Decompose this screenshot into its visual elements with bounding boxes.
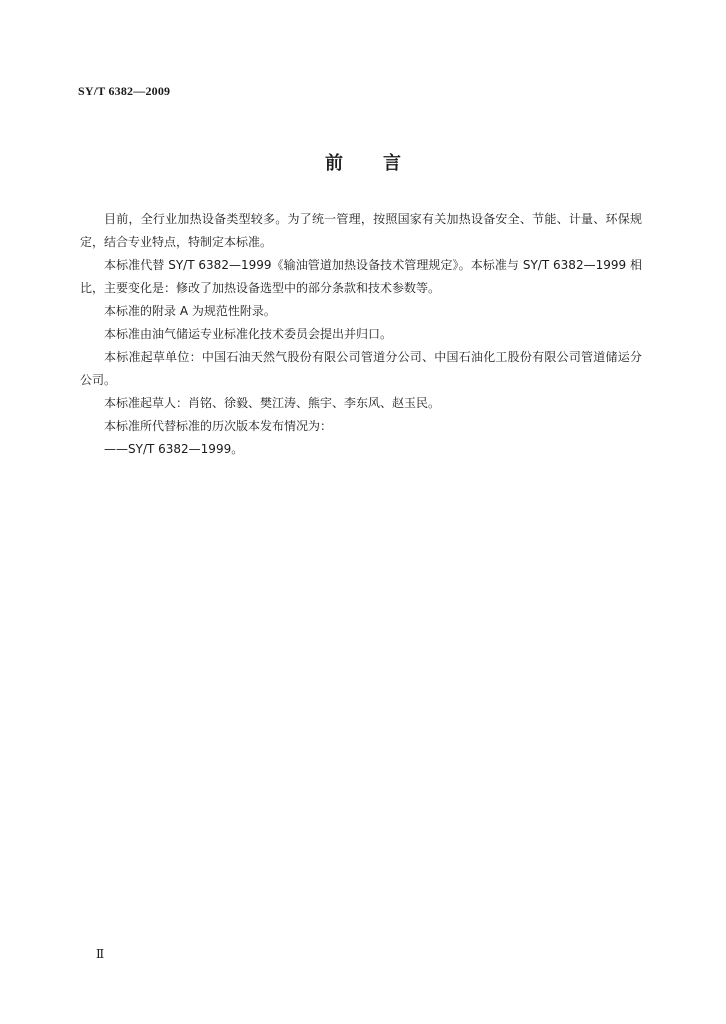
page-title: 前言 — [325, 153, 441, 174]
paragraph-drafters: 本标准起草人：肖铭、徐毅、樊江涛、熊宇、李东风、赵玉民。 — [104, 396, 441, 410]
paragraph-history-item: ——SY/T 6382—1999。 — [104, 442, 244, 456]
standard-code-header: SY/T 6382—2009 — [78, 84, 171, 98]
paragraph-history-intro: 本标准所代替标准的历次版本发布情况为： — [104, 419, 333, 433]
paragraph-drafting-units: 本标准起草单位：中国石油天然气股份有限公司管道分公司、中国石油化工股份有限公司管道储运分公司。 — [80, 350, 642, 387]
paragraph-replacement: 本标准代替 SY/T 6382—1999《输油管道加热设备技术管理规定》。本标准与 SY/T 6382—1999 相比，主要变化是：修改了加热设备选型中的部分条款和技术参数等。 — [80, 258, 642, 295]
paragraph-proposer: 本标准由油气储运专业标准化技术委员会提出并归口。 — [104, 327, 393, 341]
page-number: Ⅱ — [96, 947, 105, 961]
foreword-body — [80, 208, 642, 461]
paragraph-intro: 目前，全行业加热设备类型较多。为了统一管理，按照国家有关加热设备安全、节能、计量、环保规定，结合专业特点，特制定本标准。 — [80, 212, 642, 249]
paragraph-appendix: 本标准的附录 A 为规范性附录。 — [104, 304, 276, 318]
